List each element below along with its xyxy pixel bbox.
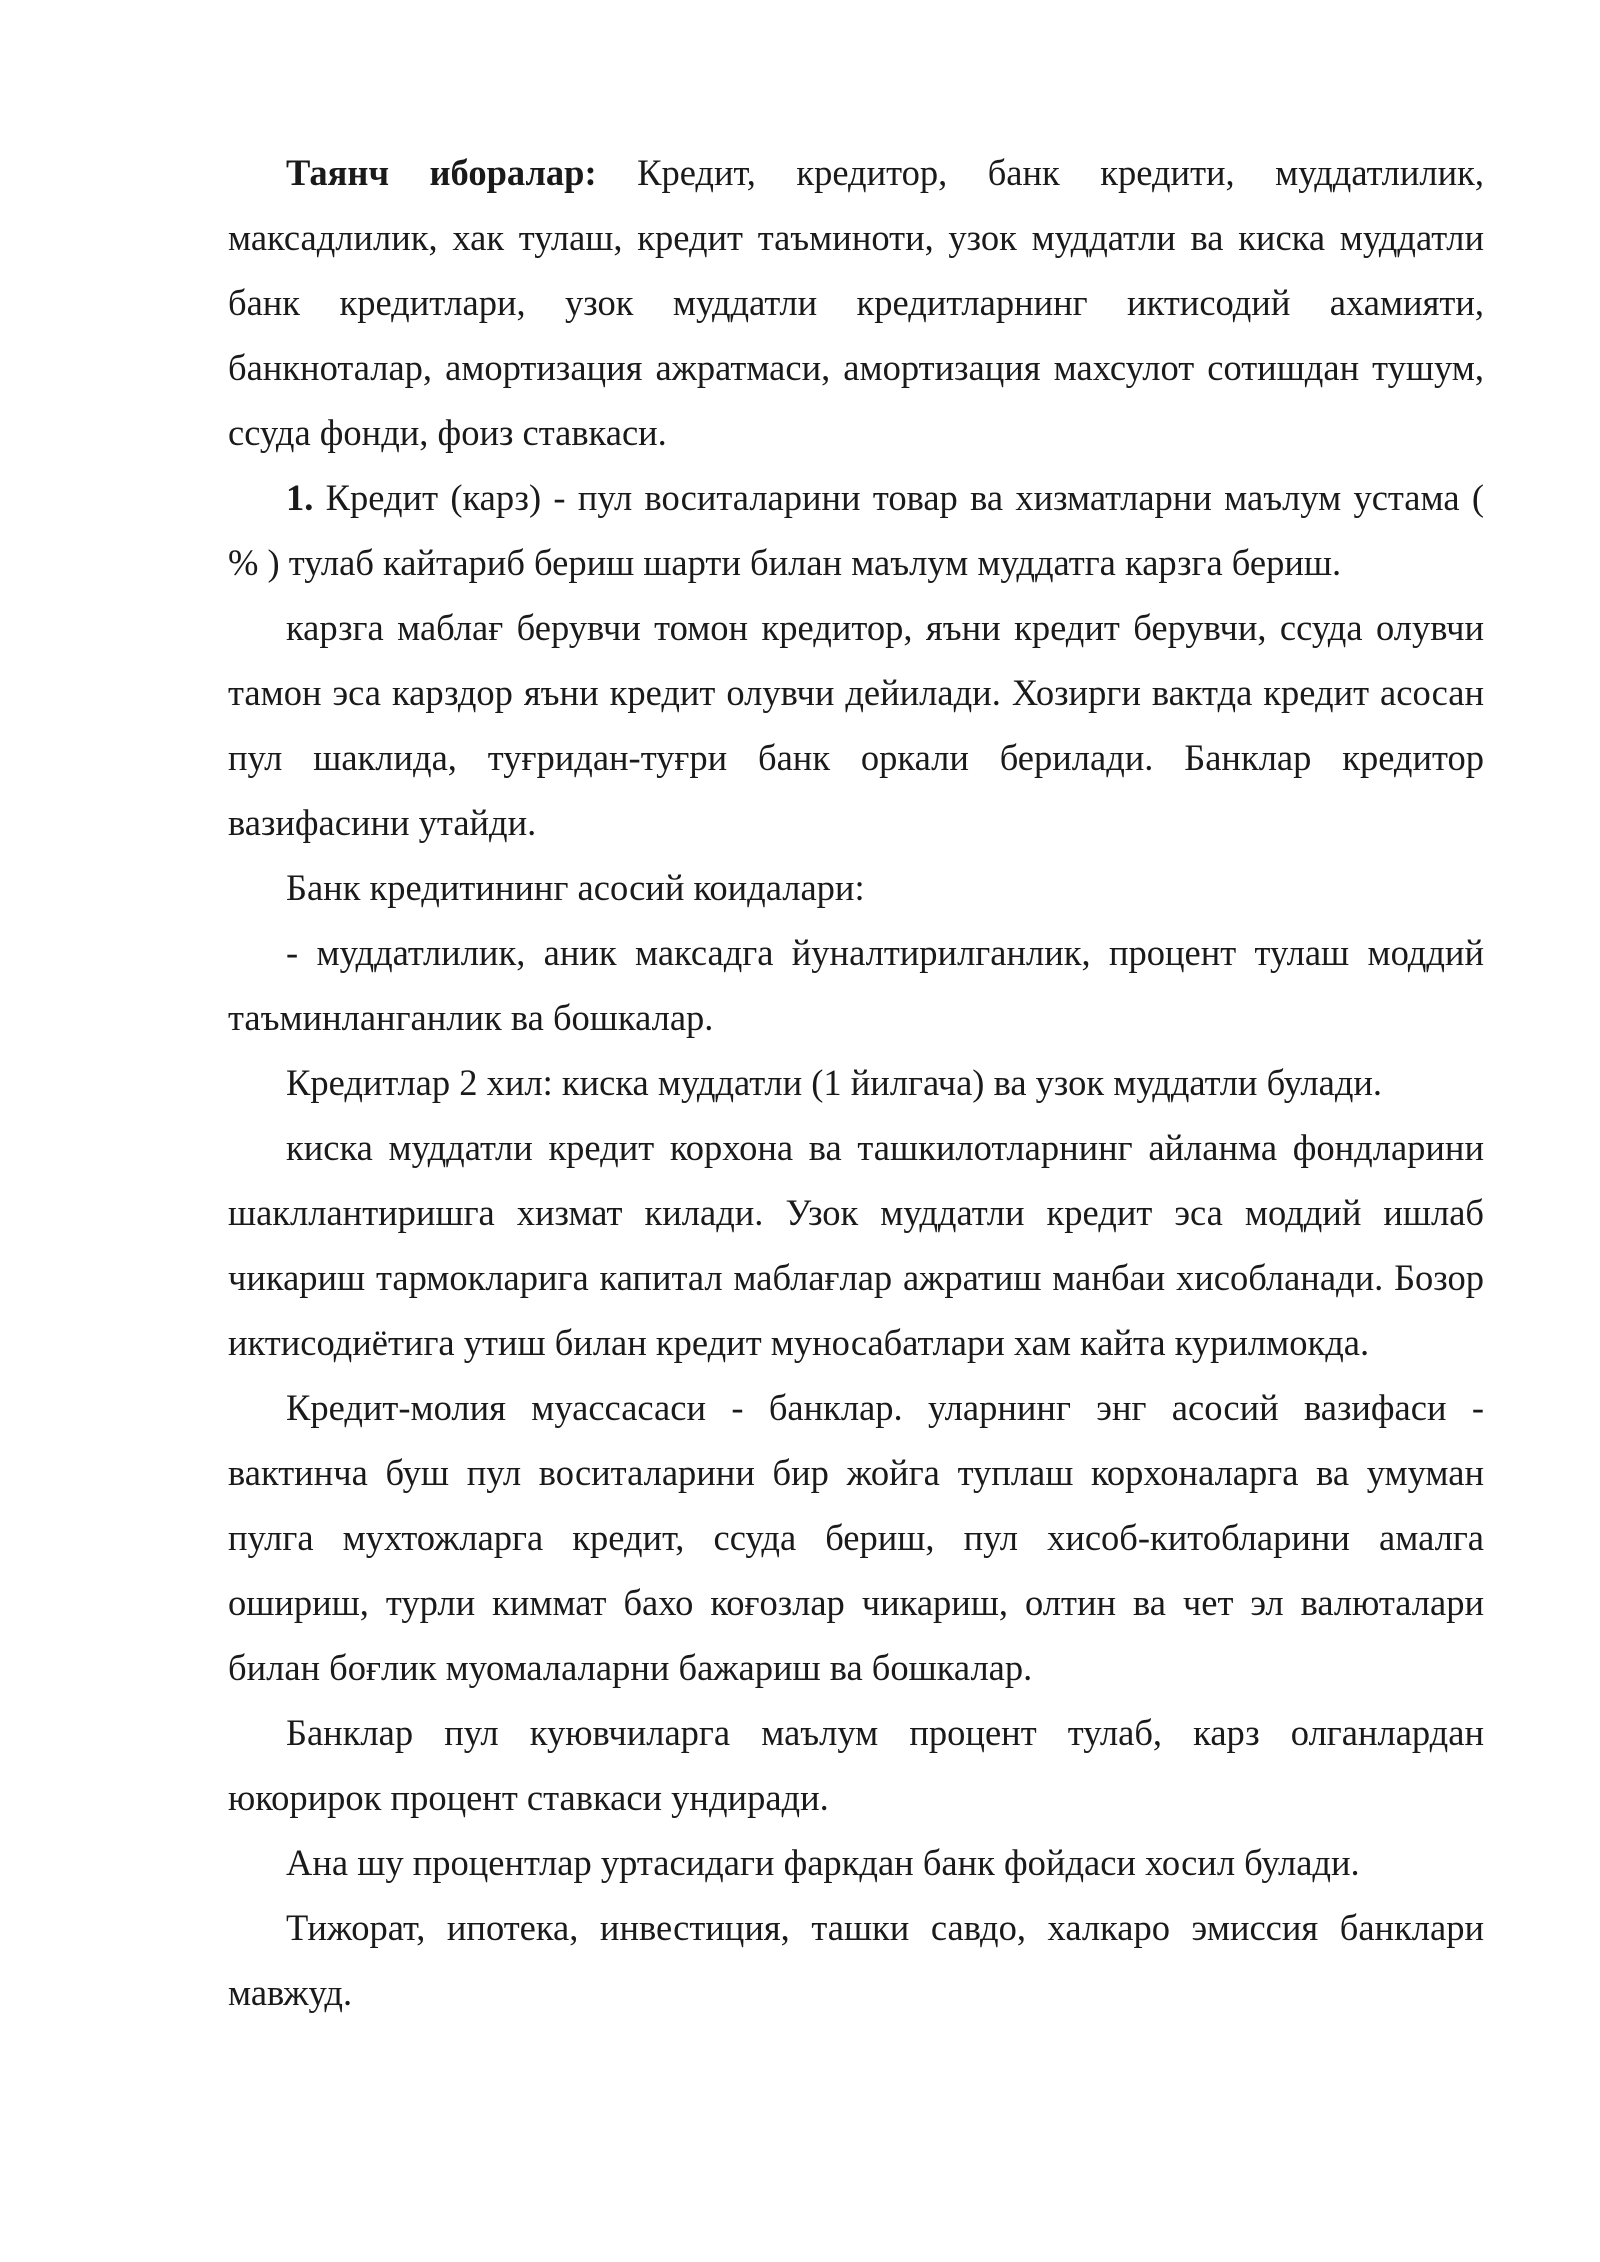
- paragraph-banks-functions: Кредит-молия муассасаси - банклар. уларнинг энг асосий вазифаси - вактинча буш пул воситаларини бир жойга туплаш корхоналарга ва умуман пулга мухтожларга кредит, ссуда бериш, пул хисоб-китобларини амалга ошириш, турли киммат бахо коғозлар чикариш, олтин ва чет эл валюталари билан боғлик муомалаларни бажариш ва бошкалар.: [228, 1387, 1484, 1688]
- paragraph-creditor-definition: карзга маблағ берувчи томон кредитор, яъни кредит берувчи, ссуда олувчи тамон эса карздор яъни кредит олувчи дейилади. Хозирги вактда кредит асосан пул шаклида, туғридан-туғри банк оркали берилади. Банклар кредитор вазифасини утайди.: [228, 607, 1484, 843]
- paragraph-credit-rules-list: - муддатлилик, аник максадга йуналтирилганлик, процент тулаш моддий таъминланганлик ва бошкалар.: [228, 932, 1484, 1038]
- document-page: [228, 140, 1484, 2025]
- paragraph-bank-profit: Ана шу процентлар уртасидаги фаркдан банк фойдаси хосил булади.: [286, 1842, 1360, 1883]
- paragraph-bank-interest: Банклар пул куювчиларга маълум процент тулаб, карз олганлардан юкорирок процент ставкаси ундиради.: [228, 1712, 1484, 1818]
- paragraph-credit-types: Кредитлар 2 хил: киска муддатли (1 йилгача) ва узок муддатли булади.: [286, 1062, 1383, 1103]
- section-number: 1.: [286, 477, 314, 518]
- key-terms-text: Кредит, кредитор, банк кредити, муддатлилик, максадлилик, хак тулаш, кредит таъминоти, узок муддатли ва киска муддатли банк кредитлари, узок муддатли кредитларнинг иктисодий ахамияти, банкноталар, амортизация ажратмаси, амортизация махсулот сотишдан тушум, ссуда фонди, фоиз ставкаси.: [228, 152, 1484, 453]
- key-terms-label: Таянч иборалар:: [286, 152, 597, 193]
- section-1-paragraph: [228, 465, 1484, 595]
- key-terms-paragraph: [228, 140, 1484, 465]
- paragraph-bank-types: Тижорат, ипотека, инвестиция, ташки савдо, халкаро эмиссия банклари мавжуд.: [228, 1907, 1484, 2013]
- paragraph-credit-rules-heading: Банк кредитининг асосий коидалари:: [286, 867, 865, 908]
- section-1-text: Кредит (карз) - пул воситаларини товар ва хизматларни маълум устама ( % ) тулаб кайтариб бериш шарти билан маълум муддатга карзга бериш.: [228, 477, 1484, 583]
- paragraph-short-long-term: киска муддатли кредит корхона ва ташкилотларнинг айланма фондларини шакллантиришга хизмат килади. Узок муддатли кредит эса моддий ишлаб чикариш тармокларига капитал маблағлар ажратиш манбаи хисобланади. Бозор иктисодиётига утиш билан кредит муносабатлари хам кайта курилмокда.: [228, 1127, 1484, 1363]
